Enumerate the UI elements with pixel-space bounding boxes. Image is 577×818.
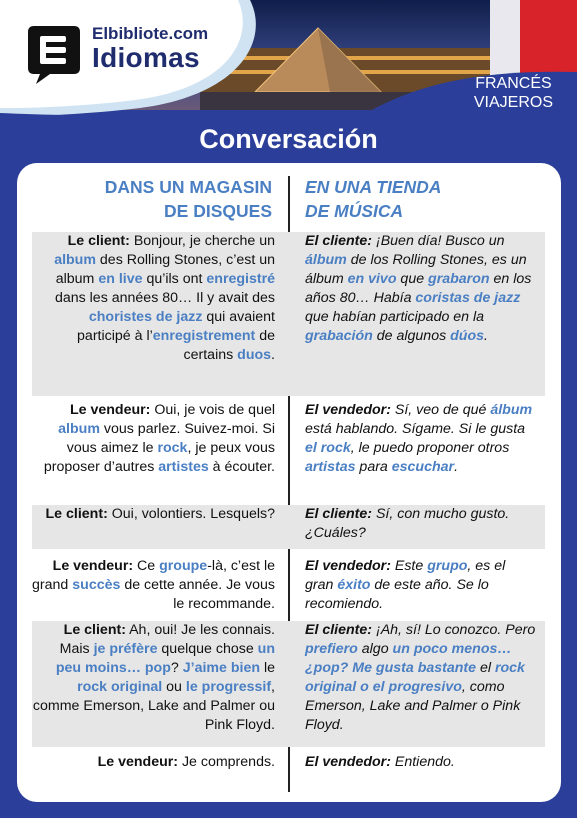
spanish-heading-line: EN UNA TIENDA xyxy=(305,177,442,197)
vocab-highlight: en live xyxy=(98,271,143,287)
dialogue-row xyxy=(32,557,545,619)
spanish-heading xyxy=(305,175,545,223)
vocab-highlight: succès xyxy=(72,577,121,593)
dialogue-text: Entiendo. xyxy=(390,754,455,770)
dialogue-text: Este xyxy=(390,558,428,574)
speaker-label: Le client: xyxy=(63,622,126,638)
dialogue-text: , es el gran xyxy=(305,558,506,593)
vocab-highlight: choristes de jazz xyxy=(88,309,203,325)
vocab-highlight: éxito xyxy=(337,577,371,593)
dialogue-text: en los años 80… Había xyxy=(305,271,532,306)
spanish-line xyxy=(305,232,537,346)
dialogue-text: Ce xyxy=(133,558,160,574)
speaker-label: Le vendeur: xyxy=(69,402,151,418)
french-line xyxy=(32,621,275,735)
speaker-label: El cliente: xyxy=(305,233,373,249)
dialogue-text: . xyxy=(271,347,275,363)
dialogue-text: el xyxy=(476,660,495,676)
dialogue-text: está hablando. Sígame. Si le gusta xyxy=(305,421,526,437)
dialogue-text: qu’ils ont xyxy=(142,271,207,287)
spanish-heading-line: DE MÚSICA xyxy=(305,201,404,221)
dialogue-text: , como Emerson, Lake and Palmer o Pink Floyd. xyxy=(305,679,521,733)
speaker-label: El vendedor: xyxy=(305,402,391,418)
vocab-highlight: en vivo xyxy=(347,271,397,287)
vocab-highlight: escuchar xyxy=(391,459,455,475)
vocab-highlight: album xyxy=(58,421,100,437)
dialogue-text: , comme Emerson, Lake and Palmer ou Pink Floyd. xyxy=(32,679,275,733)
dialogue-row xyxy=(32,753,545,783)
vocab-highlight: rock xyxy=(157,440,188,456)
vocab-highlight: un peu moins… pop xyxy=(55,641,275,676)
conversation-card xyxy=(17,163,561,802)
french-heading-line: DE DISQUES xyxy=(164,201,272,221)
french-line xyxy=(32,401,275,477)
vocab-highlight: grupo xyxy=(427,558,468,574)
dialogue-text: Je comprends. xyxy=(178,754,275,770)
language-badge xyxy=(474,74,553,112)
badge-category: VIAJEROS xyxy=(473,94,553,111)
dialogue-text: le xyxy=(260,660,275,676)
header-banner xyxy=(0,0,577,125)
dialogue-text: -là, c’est le grand xyxy=(32,558,275,593)
dialogue-text: ¡Buen día! Busco un xyxy=(372,233,505,249)
dialogue-text: quelque chose xyxy=(157,641,258,657)
vocab-highlight: el rock xyxy=(305,440,351,456)
dialogue-text: ou xyxy=(162,679,186,695)
vocab-highlight: álbum xyxy=(490,402,533,418)
speaker-label: El vendedor: xyxy=(305,558,391,574)
vocab-highlight: groupe xyxy=(159,558,208,574)
dialogue-row xyxy=(32,232,545,396)
dialogue-text: Oui, je vois de quel xyxy=(150,402,275,418)
brand-site: Elbibliote.com xyxy=(92,24,209,43)
speaker-label: Le client: xyxy=(45,506,108,522)
vocab-highlight: grabaron xyxy=(428,271,490,287)
vocab-highlight: coristas de jazz xyxy=(415,290,521,306)
vocab-highlight: rock original xyxy=(77,679,163,695)
brand-name xyxy=(92,24,208,73)
badge-language: FRANCÉS xyxy=(475,75,552,92)
dialogue-text: à écouter. xyxy=(208,459,275,475)
dialogue-text: de los Rolling Stones, es un álbum xyxy=(305,252,527,287)
vocab-highlight: rock original o el progresivo xyxy=(305,660,525,695)
spanish-line xyxy=(305,401,537,477)
speaker-label: El cliente: xyxy=(305,622,373,638)
spanish-line xyxy=(305,557,537,614)
spanish-line xyxy=(305,505,537,543)
vocab-highlight: album xyxy=(54,252,96,268)
dialogue-text: , le puedo proponer otros xyxy=(350,440,510,456)
vocab-highlight: le progressif xyxy=(185,679,272,695)
dialogue-text: de algunos xyxy=(372,328,451,344)
dialogue-text: Bonjour, je cherche un xyxy=(129,233,275,249)
speaker-label: Le vendeur: xyxy=(97,754,178,770)
dialogue-row xyxy=(32,401,545,501)
speaker-label: El vendedor: xyxy=(305,754,391,770)
french-heading-line: DANS UN MAGASIN xyxy=(104,177,272,197)
vocab-highlight: artistas xyxy=(305,459,356,475)
vocab-highlight: enregistré xyxy=(206,271,275,287)
page-title: Conversación xyxy=(199,124,378,154)
dialogue-row xyxy=(32,621,545,747)
vocab-highlight: prefiero xyxy=(305,641,358,657)
vocab-highlight: J’aime bien xyxy=(182,660,261,676)
dialogue-text: Sí, con mucho gusto. ¿Cuáles? xyxy=(305,506,510,541)
dialogue-text: de este año. Se lo recomiendo. xyxy=(305,577,489,612)
dialogue-text: . xyxy=(484,328,488,344)
vocab-highlight: álbum xyxy=(305,252,347,268)
speaker-label: Le vendeur: xyxy=(52,558,134,574)
vocab-highlight: dúos xyxy=(450,328,485,344)
speaker-label: El cliente: xyxy=(305,506,373,522)
dialogue-text: des Rolling Stones, c’est un album xyxy=(55,252,275,287)
dialogue-text: , je peux vous proposer d’autres xyxy=(43,440,275,475)
dialogue-row xyxy=(32,505,545,549)
vocab-highlight: je préfère xyxy=(93,641,158,657)
dialogue-text: que xyxy=(396,271,429,287)
vocab-highlight: un poco menos… ¿pop? Me gusta bastante xyxy=(305,641,512,676)
french-line xyxy=(32,232,275,365)
dialogue-text: ? xyxy=(170,660,183,676)
speaker-label: Le client: xyxy=(67,233,130,249)
spanish-line xyxy=(305,621,537,735)
french-heading xyxy=(52,175,272,223)
french-line xyxy=(32,753,275,772)
dialogue-text: Oui, volontiers. Lesquels? xyxy=(107,506,275,522)
dialogue-text: Sí, veo de qué xyxy=(390,402,491,418)
dialogue-text: que habían participado en la xyxy=(305,309,485,325)
dialogue-text: vous parlez. Suivez-moi. Si vous aimez le xyxy=(66,421,275,456)
vocab-highlight: artistes xyxy=(158,459,209,475)
dialogue-text: qui avaient participé à l’ xyxy=(77,309,275,344)
french-line xyxy=(32,505,275,524)
dialogue-text: Ah, oui! Je les connais. Mais xyxy=(59,622,275,657)
french-line xyxy=(32,557,275,614)
dialogue-text: dans les années 80… Il y avait des xyxy=(54,290,275,306)
spanish-line xyxy=(305,753,537,772)
vocab-highlight: duos xyxy=(237,347,272,363)
vocab-highlight: enregistrement xyxy=(152,328,256,344)
dialogue-text: de certains xyxy=(183,328,275,363)
dialogue-text: ¡Ah, sí! Lo conozco. Pero xyxy=(372,622,536,638)
dialogue-text: de cette année. Je vous le recommande. xyxy=(120,577,275,612)
brand-logo-icon xyxy=(26,22,82,86)
brand-title: Idiomas xyxy=(92,42,200,73)
dialogue-text: . xyxy=(454,459,459,475)
vocab-highlight: grabación xyxy=(305,328,373,344)
dialogue-text: para xyxy=(355,459,392,475)
dialogue-text: algo xyxy=(357,641,393,657)
